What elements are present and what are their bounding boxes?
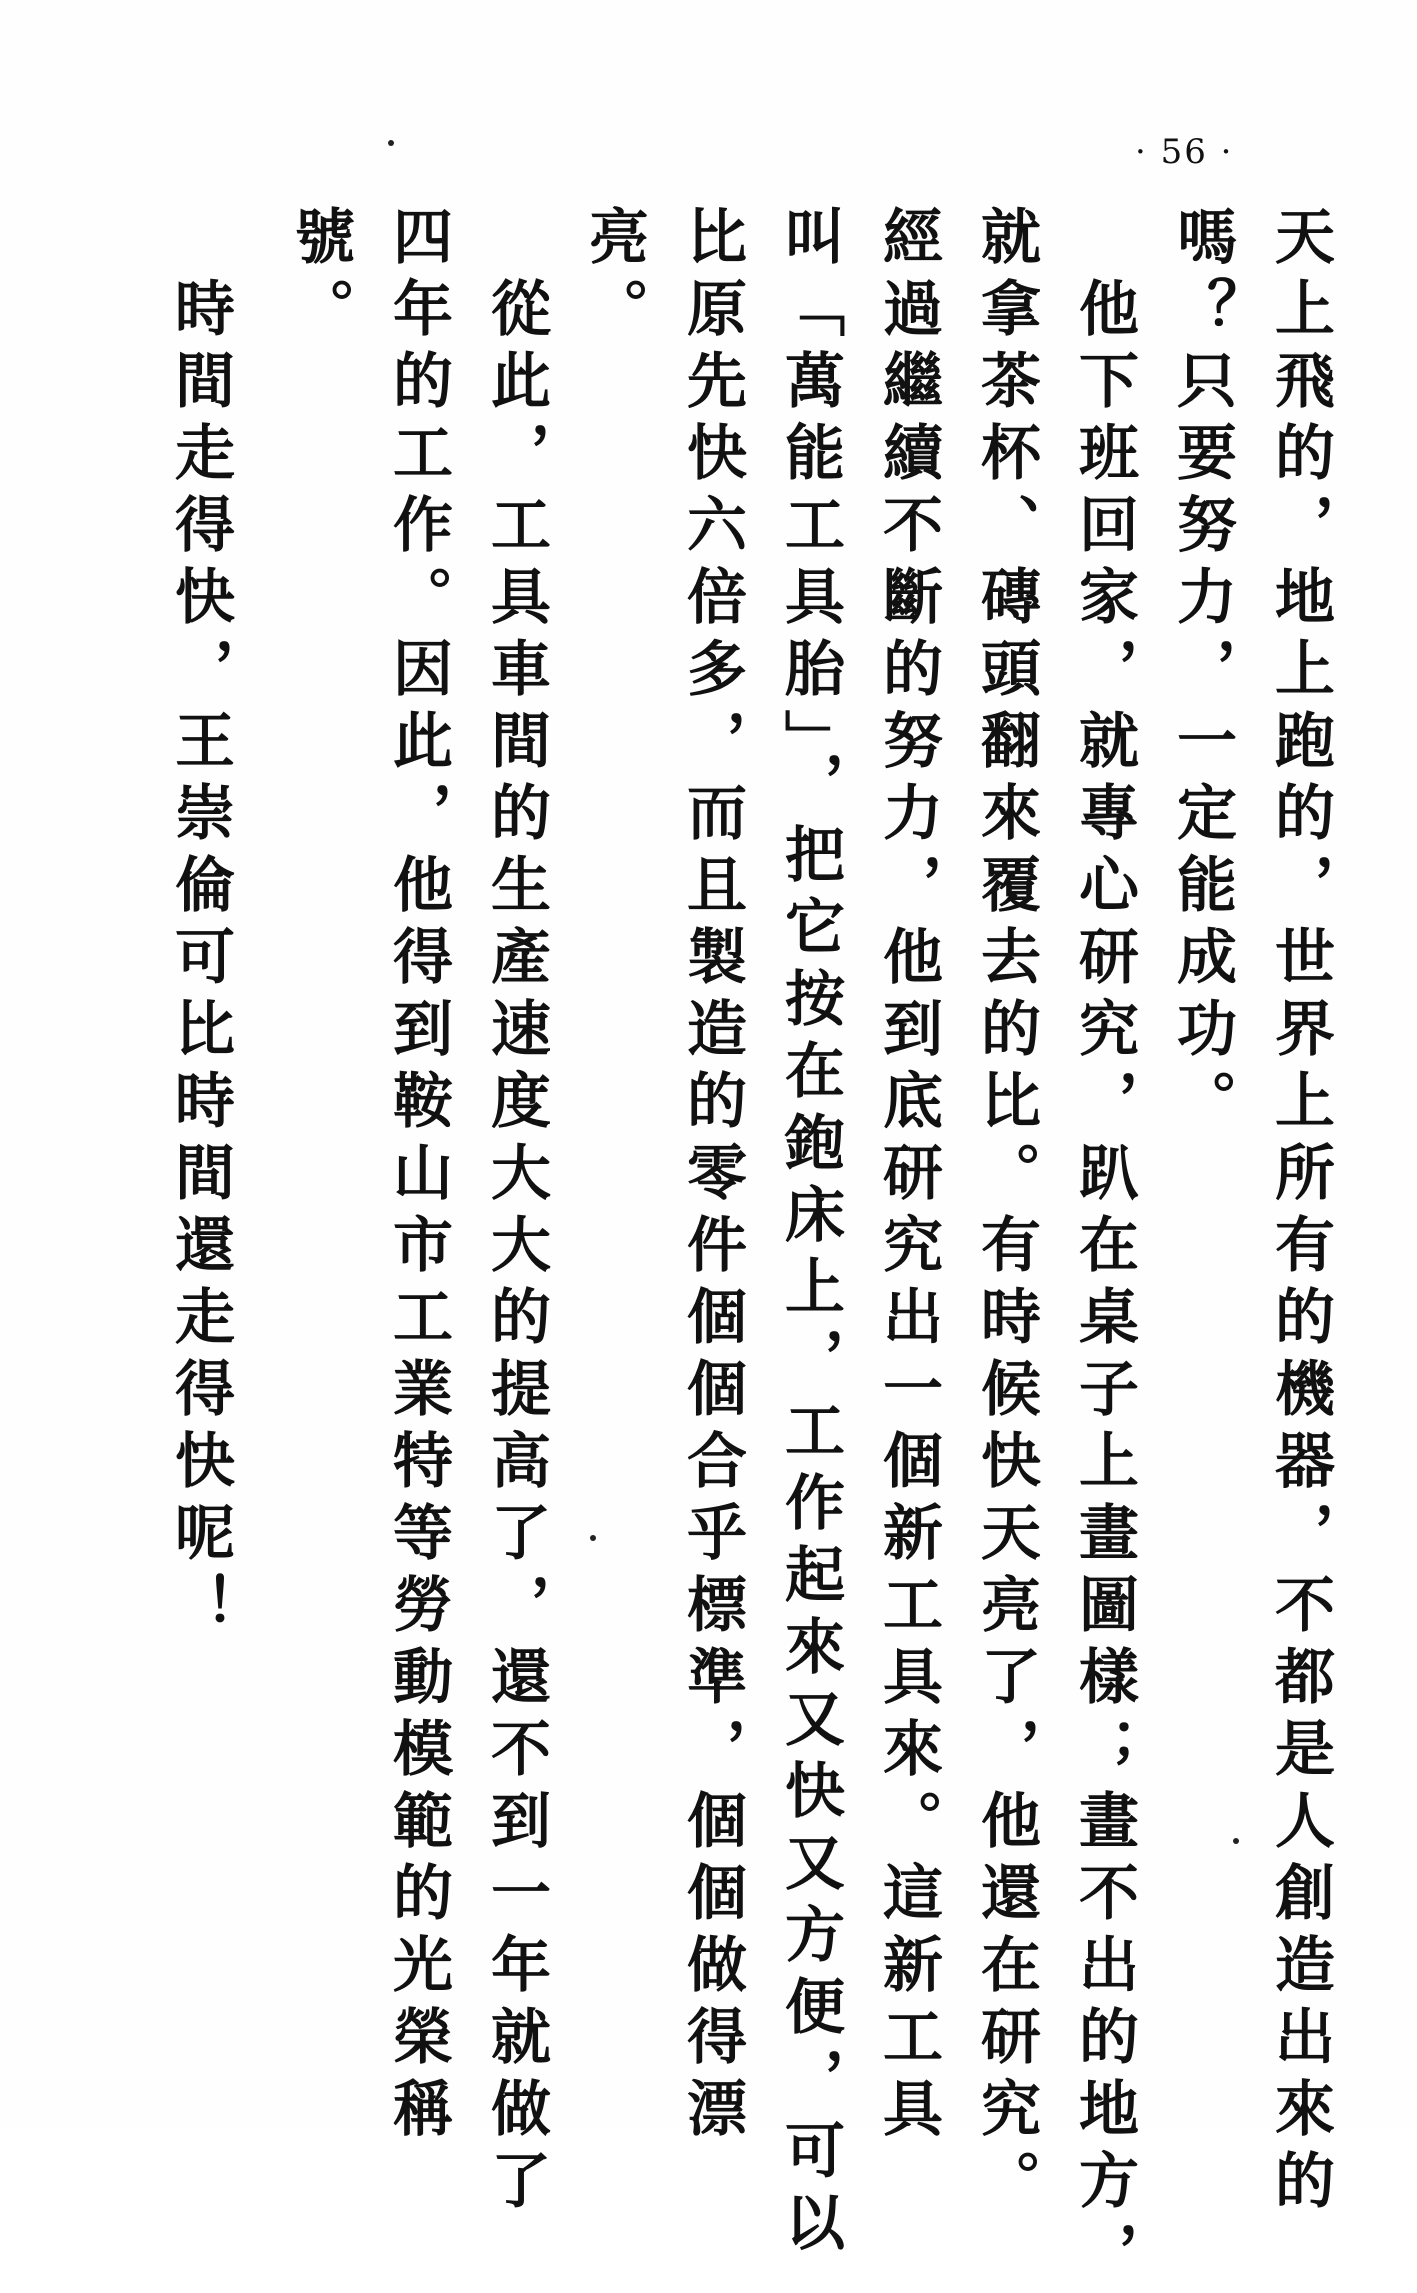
text-column-2: 嗎？只要努力，一定能成功。 — [1167, 205, 1237, 1141]
text-column-7: 比原先快六倍多，而且製造的零件個個合乎標準，個個做得漂 — [677, 205, 747, 2149]
text-column-1: 天上飛的，地上跑的，世界上所有的機器，不都是人創造出來的 — [1265, 205, 1335, 2221]
text-column-3: 他下班回家，就專心研究，趴在桌子上畫圖樣；畫不出的地方， — [1069, 277, 1139, 2293]
print-speck — [388, 140, 394, 146]
print-speck — [1233, 1838, 1239, 1844]
vertical-text-body — [160, 205, 1335, 2293]
text-column-10: 四年的工作。因此，他得到鞍山市工業特等勞動模範的光榮稱 — [383, 205, 453, 2149]
page-number: · 56 · — [1135, 132, 1234, 172]
text-column-4: 就拿茶杯、磚頭翻來覆去的比。有時候快天亮了，他還在研究。 — [971, 205, 1041, 2221]
text-column-9: 從此，工具車間的生產速度大大的提高了，還不到一年就做了 — [481, 277, 551, 2221]
text-column-6: 叫「萬能工具胎」，把它按在鉋床上，工作起來又快又方便，可以 — [775, 205, 845, 2263]
text-column-12: 時間走得快，王崇倫可比時間還走得快呢！ — [165, 277, 235, 1645]
text-column-8: 亮。 — [579, 205, 649, 349]
print-speck — [590, 1535, 596, 1541]
text-column-11: 號。 — [285, 205, 355, 349]
text-column-5: 經過繼續不斷的努力，他到底研究出一個新工具來。這新工具 — [873, 205, 943, 2149]
